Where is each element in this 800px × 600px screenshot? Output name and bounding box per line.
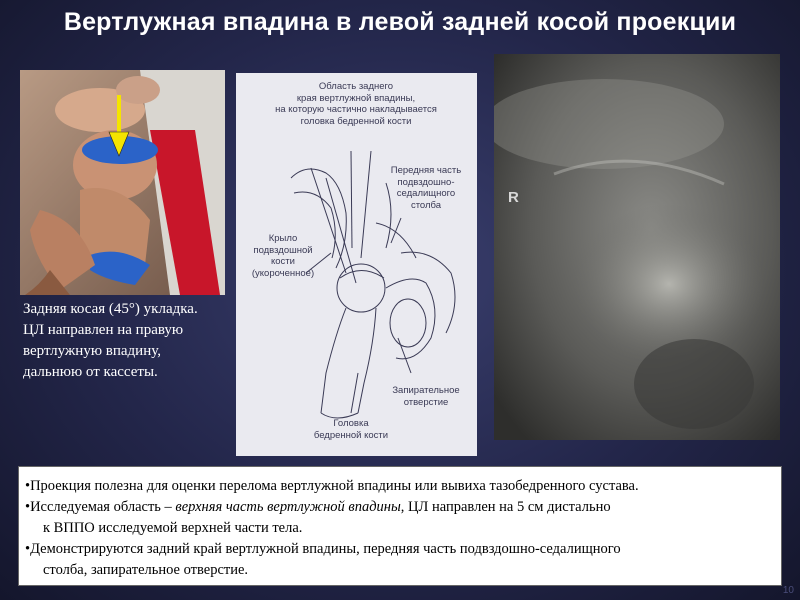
xray-side-marker: R <box>508 189 519 206</box>
bullet-usefulness: •Проекция полезна для оценки перелома вертлужной впадины или вывиха тазобедренного сустава. <box>25 478 639 494</box>
caption-line: ЦЛ направлен на правую <box>23 322 184 338</box>
caption-line: вертлужную впадину, <box>23 343 161 359</box>
info-box <box>18 466 782 586</box>
slide-title: Вертлужная впадина в левой задней косой проекции <box>63 8 737 36</box>
caption-line: Задняя косая (45°) укладка. <box>23 301 198 317</box>
anatomy-diagram <box>236 73 477 456</box>
label-posterior-rim: Область заднего края вертлужной впадины, на которую частично накладывается головка бедренной кости <box>275 81 437 127</box>
bullet-demonstrates-cont: столба, запирательное отверстие. <box>43 562 249 578</box>
bullet-demonstrates: •Демонстрируются задний край вертлужной впадины, передняя часть подвздошно-седалищного <box>25 541 621 557</box>
patient-positioning-photo <box>20 70 225 295</box>
caption-line: дальнюю от кассеты. <box>23 364 158 380</box>
slide-number: 10 <box>782 585 794 596</box>
label-obturator-foramen: Запирательное отверстие <box>392 385 460 408</box>
bullet-region: •Исследуемая область – верхняя часть вертлужной впадины, ЦЛ направлен на 5 см дистально <box>25 499 611 515</box>
label-femoral-head: Головка бедренной кости <box>313 418 389 441</box>
label-iliac-wing: Крыло подвздошной кости (укороченное) <box>251 233 315 279</box>
positioning-caption <box>23 299 238 383</box>
bullet-region-cont: к ВППО исследуемой верхней части тела. <box>43 520 303 536</box>
xray-image <box>494 54 780 440</box>
label-anterior-column: Передняя часть подвздошно- седалищного столба <box>390 165 462 211</box>
